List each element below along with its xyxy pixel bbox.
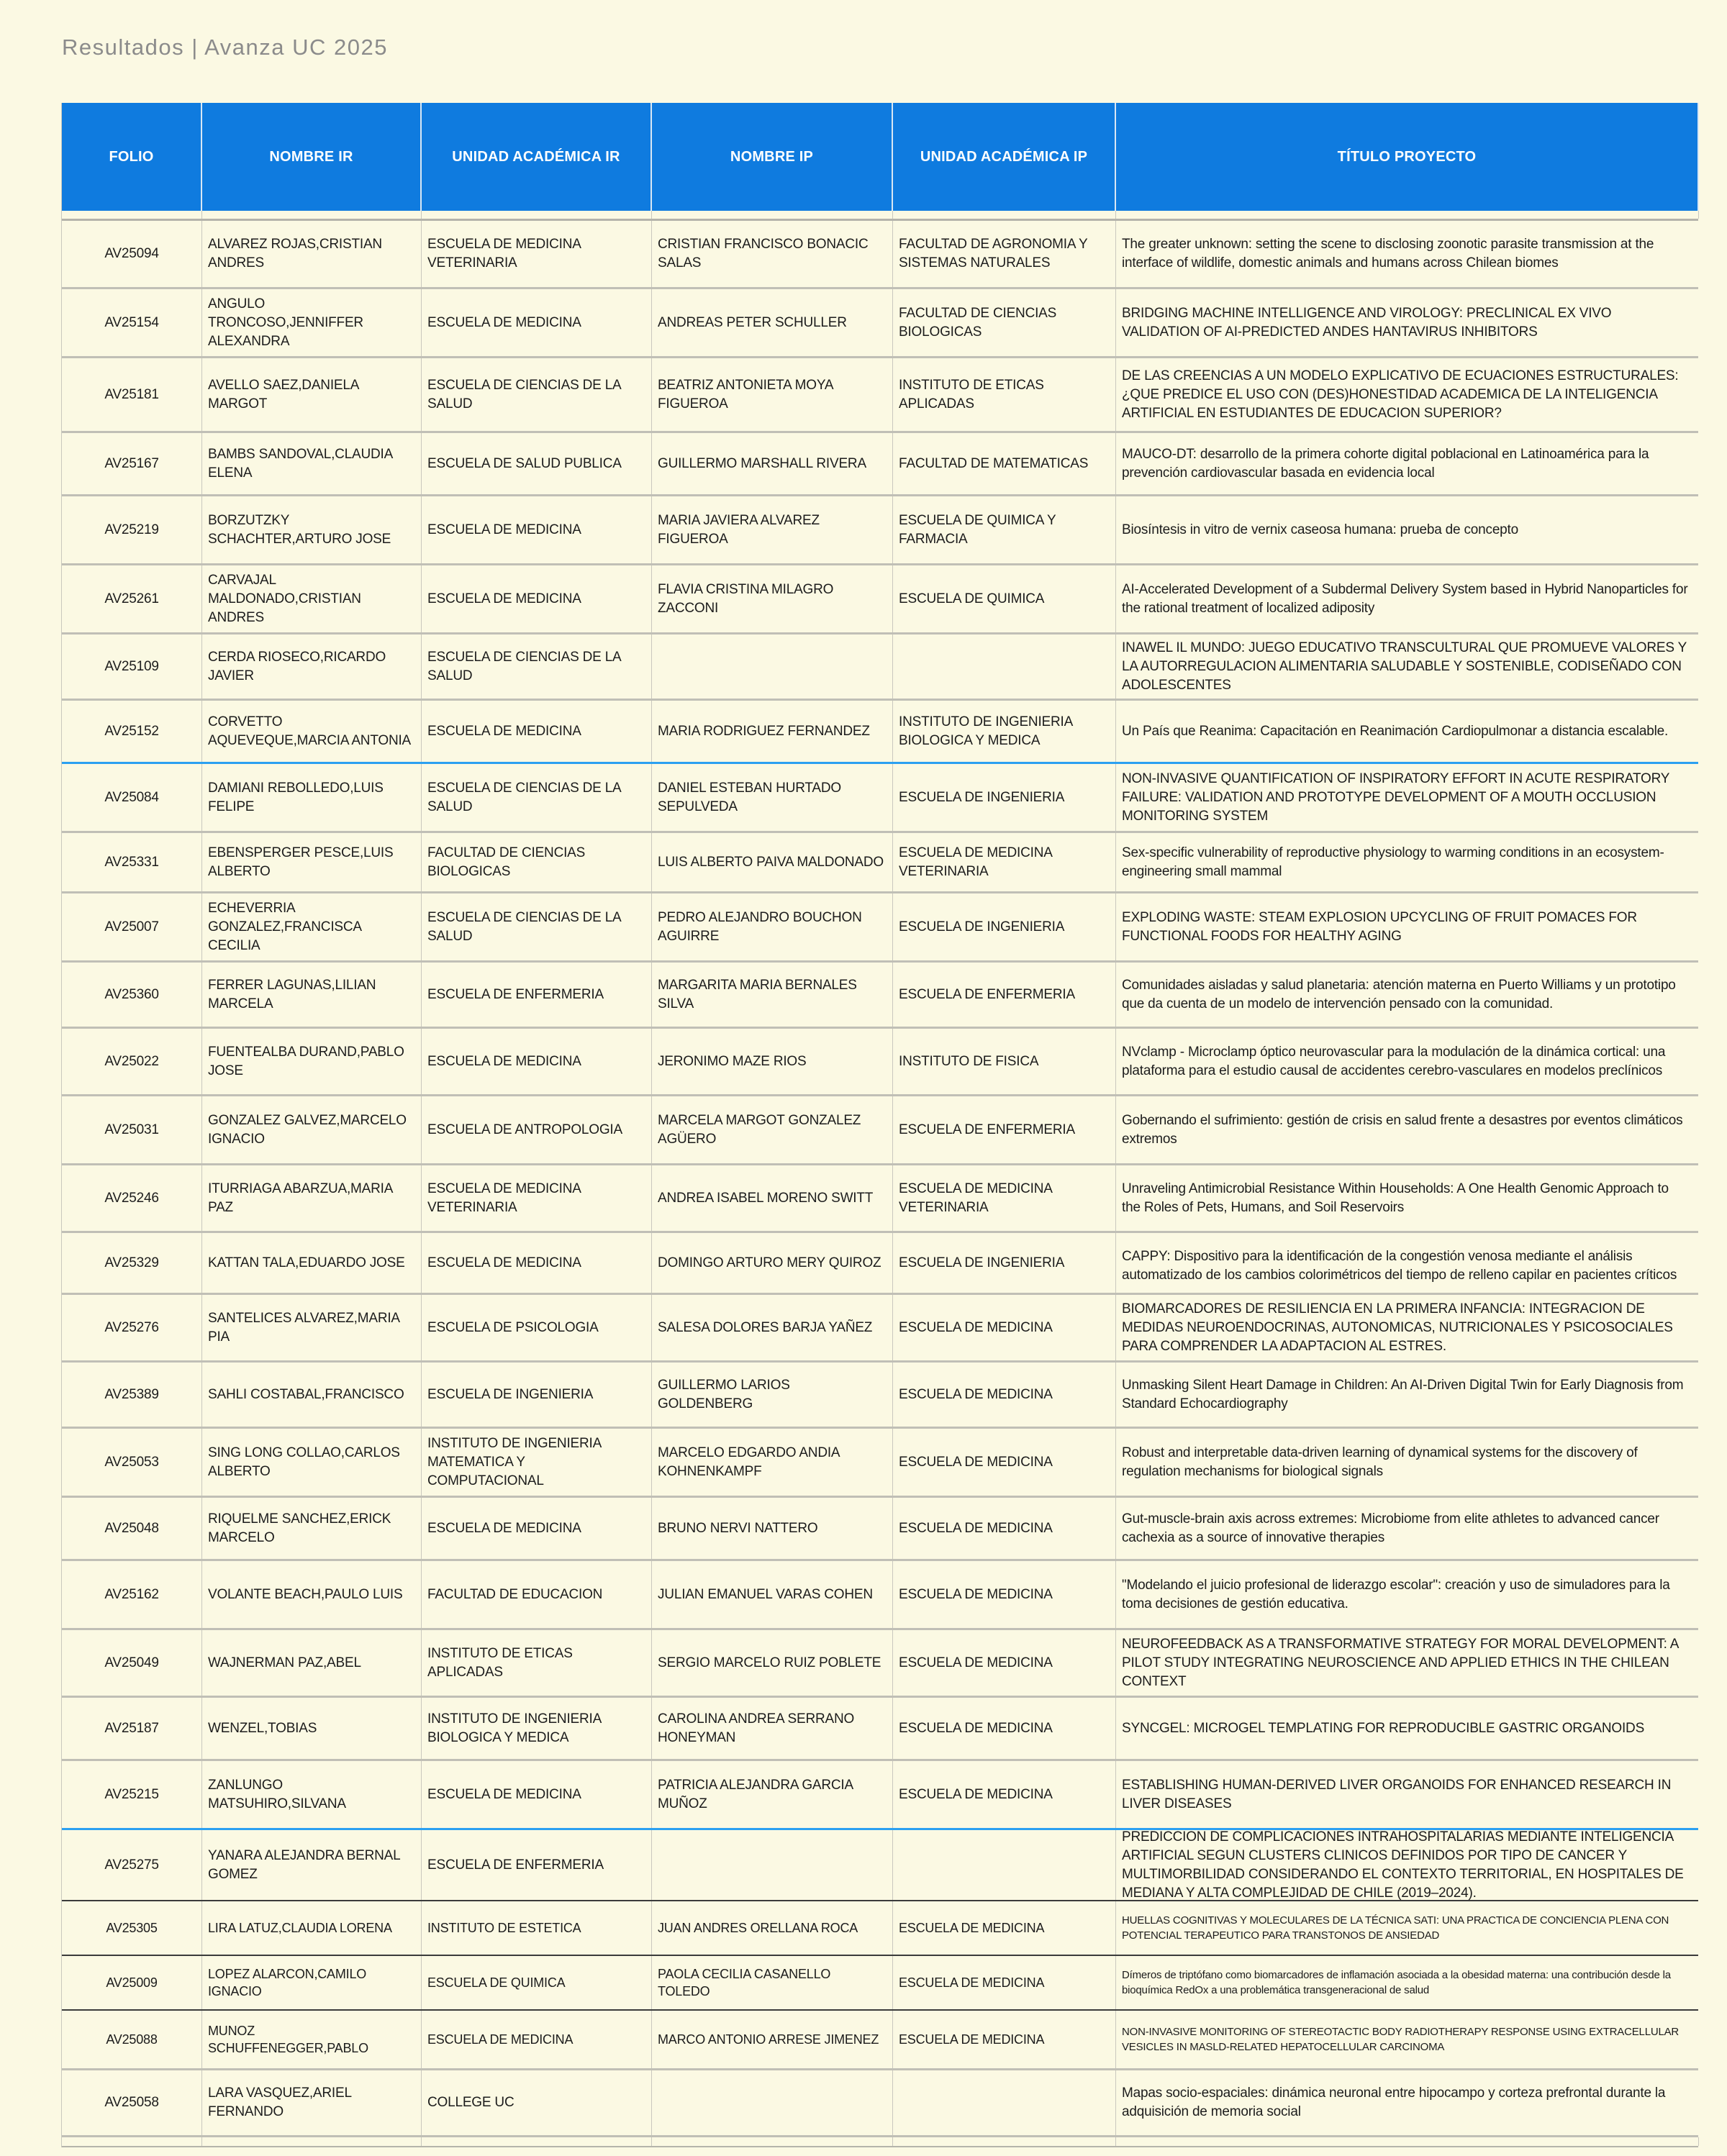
table-row (62, 1628, 1698, 1696)
cell-folio: AV25031 (62, 1096, 202, 1163)
cell-unidad-ip: ESCUELA DE MEDICINA (893, 1363, 1116, 1427)
cell-unidad-ip: ESCUELA DE INGENIERIA (893, 1233, 1116, 1293)
cell-unidad-ip: INSTITUTO DE FISICA (893, 1029, 1116, 1094)
cell-unidad-ip: ESCUELA DE MEDICINA (893, 1630, 1116, 1696)
table-row (62, 2068, 1698, 2137)
cell-titulo: Sex-specific vulnerability of reproductive physiology to warming conditions in an ecosystem-engineering small mammal (1116, 833, 1698, 891)
header-cell-unidad-ip: UNIDAD ACADÉMICA IP (893, 103, 1116, 211)
cell-nombre-ip: MARCELA MARGOT GONZALEZ AGÜERO (652, 1096, 893, 1163)
cell-folio: AV25329 (62, 1233, 202, 1293)
cell-nombre-ir: EBENSPERGER PESCE,LUIS ALBERTO (202, 833, 422, 891)
cell-titulo: Gut-muscle-brain axis across extremes: Microbiome from elite athletes to advanced cancer cachexia as a source of innovative therapies (1116, 1498, 1698, 1559)
cell-nombre-ir: GONZALEZ GALVEZ,MARCELO IGNACIO (202, 1096, 422, 1163)
cell-nombre-ip: CRISTIAN FRANCISCO BONACIC SALAS (652, 221, 893, 287)
cell-unidad-ir: INSTITUTO DE ESTETICA (422, 1901, 652, 1955)
table-row (62, 1955, 1698, 2009)
cell-unidad-ir: ESCUELA DE ENFERMERIA (422, 1830, 652, 1900)
table-header (62, 103, 1698, 211)
header-cell-unidad-ir: UNIDAD ACADÉMICA IR (422, 103, 652, 211)
cell-unidad-ir: ESCUELA DE MEDICINA (422, 1029, 652, 1094)
results-table (61, 103, 1698, 2147)
bottom-partial-row (62, 2137, 1698, 2147)
cell-nombre-ip: MARIA JAVIERA ALVAREZ FIGUEROA (652, 496, 893, 563)
cell-nombre-ir: CERDA RIOSECO,RICARDO JAVIER (202, 634, 422, 699)
cell-titulo: MAUCO-DT: desarrollo de la primera cohorte digital poblacional en Latinoamérica para la prevención cardiovascular basada en evidencia local (1116, 433, 1698, 494)
cell-unidad-ir: ESCUELA DE MEDICINA VETERINARIA (422, 221, 652, 287)
cell-titulo: NON-INVASIVE QUANTIFICATION OF INSPIRATORY EFFORT IN ACUTE RESPIRATORY FAILURE: VALIDATION AND PROTOTYPE DEVELOPMENT OF A MOUTH OCCLUSION MONITORING SYSTEM (1116, 764, 1698, 831)
cell-folio: AV25360 (62, 963, 202, 1027)
cell-unidad-ir: FACULTAD DE EDUCACION (422, 1561, 652, 1628)
cell-titulo: AI-Accelerated Development of a Subdermal Delivery System based in Hybrid Nanoparticles for the rational treatment of localized adiposity (1116, 565, 1698, 632)
table-row (62, 1163, 1698, 1231)
cell-titulo: Biosíntesis in vitro de vernix caseosa humana: prueba de concepto (1116, 496, 1698, 563)
cell-nombre-ip (652, 634, 893, 699)
cell-unidad-ir: ESCUELA DE CIENCIAS DE LA SALUD (422, 893, 652, 960)
cell-titulo: EXPLODING WASTE: STEAM EXPLOSION UPCYCLING OF FRUIT POMACES FOR FUNCTIONAL FOODS FOR HEALTHY AGING (1116, 893, 1698, 960)
cell-nombre-ip: MARGARITA MARIA BERNALES SILVA (652, 963, 893, 1027)
cell-nombre-ir: ECHEVERRIA GONZALEZ,FRANCISCA CECILIA (202, 893, 422, 960)
table-row (62, 1027, 1698, 1094)
cell-nombre-ir: WENZEL,TOBIAS (202, 1698, 422, 1759)
cell-folio: AV25088 (62, 2011, 202, 2068)
cell-nombre-ir: FERRER LAGUNAS,LILIAN MARCELA (202, 963, 422, 1027)
cell-nombre-ir: DAMIANI REBOLLEDO,LUIS FELIPE (202, 764, 422, 831)
cell-unidad-ir: ESCUELA DE MEDICINA VETERINARIA (422, 1165, 652, 1231)
table-row (62, 1828, 1698, 1900)
table-row (62, 762, 1698, 831)
cell-nombre-ip: BRUNO NERVI NATTERO (652, 1498, 893, 1559)
cell-unidad-ip: ESCUELA DE INGENIERIA (893, 893, 1116, 960)
cell-titulo: Unmasking Silent Heart Damage in Children: An AI-Driven Digital Twin for Early Diagnosis from Standard Echocardiography (1116, 1363, 1698, 1427)
table-row (62, 356, 1698, 431)
cell-nombre-ir: CARVAJAL MALDONADO,CRISTIAN ANDRES (202, 565, 422, 632)
cell-unidad-ip: INSTITUTO DE ETICAS APLICADAS (893, 358, 1116, 431)
table-row (62, 960, 1698, 1027)
cell-unidad-ir: ESCUELA DE CIENCIAS DE LA SALUD (422, 764, 652, 831)
cell-unidad-ip: ESCUELA DE MEDICINA (893, 1429, 1116, 1496)
cell-folio: AV25007 (62, 893, 202, 960)
header-cell-nombre-ip: NOMBRE IP (652, 103, 893, 211)
table-row (62, 431, 1698, 494)
cell-unidad-ir: INSTITUTO DE INGENIERIA MATEMATICA Y COMPUTACIONAL (422, 1429, 652, 1496)
cell-nombre-ip: JUAN ANDRES ORELLANA ROCA (652, 1901, 893, 1955)
table-row (62, 699, 1698, 762)
cell-folio: AV25187 (62, 1698, 202, 1759)
table-row (62, 1360, 1698, 1427)
table-row (62, 2009, 1698, 2068)
table-row (62, 287, 1698, 356)
cell-titulo: CAPPY: Dispositivo para la identificación de la congestión venosa mediante el análisis automatizado de los cambios colorimétricos del tiempo de relleno capilar en pacientes críticos (1116, 1233, 1698, 1293)
cell-titulo: HUELLAS COGNITIVAS Y MOLECULARES DE LA TÉCNICA SATI: UNA PRACTICA DE CONCIENCIA PLENA CON POTENCIAL TERAPEUTICO PARA TRANSTONOS DE ANSIEDAD (1116, 1901, 1698, 1955)
cell-nombre-ip: MARCELO EDGARDO ANDIA KOHNENKAMPF (652, 1429, 893, 1496)
cell-unidad-ir: ESCUELA DE PSICOLOGIA (422, 1295, 652, 1360)
cell-titulo: "Modelando el juicio profesional de liderazgo escolar": creación y uso de simuladores para la toma decisiones de gestión educativa. (1116, 1561, 1698, 1628)
cell-nombre-ir: KATTAN TALA,EDUARDO JOSE (202, 1233, 422, 1293)
cell-unidad-ir: COLLEGE UC (422, 2070, 652, 2135)
cell-nombre-ip: ANDREA ISABEL MORENO SWITT (652, 1165, 893, 1231)
cell-unidad-ir: ESCUELA DE MEDICINA (422, 565, 652, 632)
cell-unidad-ip: ESCUELA DE MEDICINA (893, 1295, 1116, 1360)
table-row (62, 494, 1698, 563)
cell-nombre-ip: DOMINGO ARTURO MERY QUIROZ (652, 1233, 893, 1293)
cell-folio: AV25305 (62, 1901, 202, 1955)
cell-nombre-ip: PEDRO ALEJANDRO BOUCHON AGUIRRE (652, 893, 893, 960)
cell-unidad-ip: ESCUELA DE MEDICINA (893, 1901, 1116, 1955)
cell-nombre-ir: FUENTEALBA DURAND,PABLO JOSE (202, 1029, 422, 1094)
cell-unidad-ir: ESCUELA DE INGENIERIA (422, 1363, 652, 1427)
cell-unidad-ir: ESCUELA DE CIENCIAS DE LA SALUD (422, 634, 652, 699)
table-row (62, 891, 1698, 960)
cell-folio: AV25049 (62, 1630, 202, 1696)
cell-unidad-ip: INSTITUTO DE INGENIERIA BIOLOGICA Y MEDICA (893, 701, 1116, 762)
spacer-row (62, 211, 1698, 221)
table-row (62, 632, 1698, 699)
cell-nombre-ir: VOLANTE BEACH,PAULO LUIS (202, 1561, 422, 1628)
cell-nombre-ip: DANIEL ESTEBAN HURTADO SEPULVEDA (652, 764, 893, 831)
cell-folio: AV25261 (62, 565, 202, 632)
cell-unidad-ir: ESCUELA DE MEDICINA (422, 496, 652, 563)
cell-folio: AV25058 (62, 2070, 202, 2135)
cell-nombre-ir: ANGULO TRONCOSO,JENNIFFER ALEXANDRA (202, 289, 422, 356)
cell-nombre-ip: CAROLINA ANDREA SERRANO HONEYMAN (652, 1698, 893, 1759)
cell-nombre-ip: LUIS ALBERTO PAIVA MALDONADO (652, 833, 893, 891)
cell-titulo: Robust and interpretable data-driven learning of dynamical systems for the discovery of regulation mechanisms for biological signals (1116, 1429, 1698, 1496)
cell-folio: AV25094 (62, 221, 202, 287)
cell-nombre-ir: LOPEZ ALARCON,CAMILO IGNACIO (202, 1956, 422, 2009)
cell-folio: AV25276 (62, 1295, 202, 1360)
cell-unidad-ip: ESCUELA DE MEDICINA (893, 1956, 1116, 2009)
cell-titulo: Comunidades aisladas y salud planetaria: atención materna en Puerto Williams y un prototipo que da cuenta de un modelo de intervención pensado con la comunidad. (1116, 963, 1698, 1027)
cell-folio: AV25167 (62, 433, 202, 494)
cell-unidad-ip (893, 634, 1116, 699)
cell-nombre-ir: ZANLUNGO MATSUHIRO,SILVANA (202, 1761, 422, 1828)
cell-unidad-ir: FACULTAD DE CIENCIAS BIOLOGICAS (422, 833, 652, 891)
cell-unidad-ir: INSTITUTO DE INGENIERIA BIOLOGICA Y MEDICA (422, 1698, 652, 1759)
cell-unidad-ip: ESCUELA DE MEDICINA (893, 1761, 1116, 1828)
cell-unidad-ip (893, 2070, 1116, 2135)
cell-folio: AV25022 (62, 1029, 202, 1094)
cell-unidad-ip: ESCUELA DE INGENIERIA (893, 764, 1116, 831)
cell-unidad-ip: ESCUELA DE ENFERMERIA (893, 963, 1116, 1027)
table-row (62, 1231, 1698, 1293)
table-row (62, 1427, 1698, 1496)
cell-folio: AV25152 (62, 701, 202, 762)
cell-unidad-ip: FACULTAD DE MATEMATICAS (893, 433, 1116, 494)
cell-folio: AV25181 (62, 358, 202, 431)
cell-unidad-ip: FACULTAD DE AGRONOMIA Y SISTEMAS NATURALES (893, 221, 1116, 287)
cell-nombre-ir: LARA VASQUEZ,ARIEL FERNANDO (202, 2070, 422, 2135)
cell-unidad-ip: ESCUELA DE MEDICINA VETERINARIA (893, 1165, 1116, 1231)
cell-titulo: INAWEL IL MUNDO: JUEGO EDUCATIVO TRANSCULTURAL QUE PROMUEVE VALORES Y LA AUTORREGULACION ALIMENTARIA SALUDABLE Y SOSTENIBLE, CODISEÑADO CON ADOLESCENTES (1116, 634, 1698, 699)
cell-nombre-ir: MUNOZ SCHUFFENEGGER,PABLO (202, 2011, 422, 2068)
cell-titulo: SYNCGEL: MICROGEL TEMPLATING FOR REPRODUCIBLE GASTRIC ORGANOIDS (1116, 1698, 1698, 1759)
cell-unidad-ir: ESCUELA DE MEDICINA (422, 289, 652, 356)
cell-unidad-ip: ESCUELA DE QUIMICA Y FARMACIA (893, 496, 1116, 563)
cell-nombre-ir: BORZUTZKY SCHACHTER,ARTURO JOSE (202, 496, 422, 563)
cell-titulo: ESTABLISHING HUMAN-DERIVED LIVER ORGANOIDS FOR ENHANCED RESEARCH IN LIVER DISEASES (1116, 1761, 1698, 1828)
cell-titulo: Unraveling Antimicrobial Resistance Within Households: A One Health Genomic Approach to the Roles of Pets, Humans, and Soil Reservoirs (1116, 1165, 1698, 1231)
cell-nombre-ir: SING LONG COLLAO,CARLOS ALBERTO (202, 1429, 422, 1496)
table-row (62, 1696, 1698, 1759)
cell-folio: AV25109 (62, 634, 202, 699)
cell-nombre-ir: WAJNERMAN PAZ,ABEL (202, 1630, 422, 1696)
cell-unidad-ir: ESCUELA DE ANTROPOLOGIA (422, 1096, 652, 1163)
cell-nombre-ip: MARIA RODRIGUEZ FERNANDEZ (652, 701, 893, 762)
cell-unidad-ip: ESCUELA DE MEDICINA (893, 1698, 1116, 1759)
cell-nombre-ip (652, 1830, 893, 1900)
cell-unidad-ip: ESCUELA DE QUIMICA (893, 565, 1116, 632)
cell-titulo: NON-INVASIVE MONITORING OF STEREOTACTIC BODY RADIOTHERAPY RESPONSE USING EXTRACELLULAR VESICLES IN MASLD-RELATED HEPATOCELLULAR CARCINOMA (1116, 2011, 1698, 2068)
cell-titulo: BIOMARCADORES DE RESILIENCIA EN LA PRIMERA INFANCIA: INTEGRACION DE MEDIDAS NEUROENDOCRINAS, AUTONOMICAS, NUTRICIONALES Y PSICOSOCIALES PARA COMPRENDER LA ADAPTACION AL ESTRES. (1116, 1295, 1698, 1360)
cell-titulo: NEUROFEEDBACK AS A TRANSFORMATIVE STRATEGY FOR MORAL DEVELOPMENT: A PILOT STUDY INTEGRATING NEUROSCIENCE AND APPLIED ETHICS IN THE CHILEAN CONTEXT (1116, 1630, 1698, 1696)
table-row (62, 1759, 1698, 1828)
header-cell-folio: FOLIO (62, 103, 202, 211)
table-row (62, 221, 1698, 287)
cell-unidad-ip: ESCUELA DE MEDICINA (893, 1561, 1116, 1628)
cell-folio: AV25154 (62, 289, 202, 356)
cell-nombre-ip: FLAVIA CRISTINA MILAGRO ZACCONI (652, 565, 893, 632)
cell-unidad-ir: ESCUELA DE MEDICINA (422, 1233, 652, 1293)
table-row (62, 563, 1698, 632)
cell-unidad-ir: ESCUELA DE ENFERMERIA (422, 963, 652, 1027)
cell-nombre-ir: AVELLO SAEZ,DANIELA MARGOT (202, 358, 422, 431)
cell-nombre-ir: RIQUELME SANCHEZ,ERICK MARCELO (202, 1498, 422, 1559)
cell-unidad-ir: ESCUELA DE MEDICINA (422, 1761, 652, 1828)
cell-unidad-ip: ESCUELA DE MEDICINA VETERINARIA (893, 833, 1116, 891)
cell-unidad-ir: ESCUELA DE MEDICINA (422, 2011, 652, 2068)
cell-titulo: The greater unknown: setting the scene to disclosing zoonotic parasite transmission at the interface of wildlife, domestic animals and humans across Chilean biomes (1116, 221, 1698, 287)
cell-folio: AV25048 (62, 1498, 202, 1559)
table-body (62, 221, 1698, 2137)
cell-titulo: BRIDGING MACHINE INTELLIGENCE AND VIROLOGY: PRECLINICAL EX VIVO VALIDATION OF AI-PREDICTED ANDES HANTAVIRUS INHIBITORS (1116, 289, 1698, 356)
cell-nombre-ir: SANTELICES ALVAREZ,MARIA PIA (202, 1295, 422, 1360)
cell-unidad-ir: ESCUELA DE QUIMICA (422, 1956, 652, 2009)
table-row (62, 1094, 1698, 1163)
cell-nombre-ip: SALESA DOLORES BARJA YAÑEZ (652, 1295, 893, 1360)
cell-nombre-ip: MARCO ANTONIO ARRESE JIMENEZ (652, 2011, 893, 2068)
cell-folio: AV25219 (62, 496, 202, 563)
cell-nombre-ip: GUILLERMO LARIOS GOLDENBERG (652, 1363, 893, 1427)
cell-titulo: Gobernando el sufrimiento: gestión de crisis en salud frente a desastres por eventos climáticos extremos (1116, 1096, 1698, 1163)
cell-unidad-ip: ESCUELA DE MEDICINA (893, 1498, 1116, 1559)
cell-nombre-ir: BAMBS SANDOVAL,CLAUDIA ELENA (202, 433, 422, 494)
cell-nombre-ip: PAOLA CECILIA CASANELLO TOLEDO (652, 1956, 893, 2009)
table-row (62, 1559, 1698, 1628)
cell-nombre-ip: BEATRIZ ANTONIETA MOYA FIGUEROA (652, 358, 893, 431)
cell-nombre-ip: JERONIMO MAZE RIOS (652, 1029, 893, 1094)
cell-nombre-ip: ANDREAS PETER SCHULLER (652, 289, 893, 356)
cell-titulo: Dímeros de triptófano como biomarcadores de inflamación asociada a la obesidad materna: una contribución desde la bioquímica RedOx a una problemática transgeneracional de salud (1116, 1956, 1698, 2009)
table-row (62, 1293, 1698, 1360)
cell-titulo: DE LAS CREENCIAS A UN MODELO EXPLICATIVO DE ECUACIONES ESTRUCTURALES: ¿QUE PREDICE EL USO CON (DES)HONESTIDAD ACADEMICA DE LA INTELIGENCIA ARTIFICIAL EN ESTUDIANTES DE EDUCACION SUPERIOR? (1116, 358, 1698, 431)
cell-unidad-ip: FACULTAD DE CIENCIAS BIOLOGICAS (893, 289, 1116, 356)
cell-nombre-ir: LIRA LATUZ,CLAUDIA LORENA (202, 1901, 422, 1955)
cell-unidad-ir: ESCUELA DE MEDICINA (422, 1498, 652, 1559)
cell-nombre-ir: ALVAREZ ROJAS,CRISTIAN ANDRES (202, 221, 422, 287)
cell-folio: AV25053 (62, 1429, 202, 1496)
cell-unidad-ir: INSTITUTO DE ETICAS APLICADAS (422, 1630, 652, 1696)
cell-folio: AV25084 (62, 764, 202, 831)
cell-titulo: Mapas socio-espaciales: dinámica neuronal entre hipocampo y corteza prefrontal durante la adquisición de memoria social (1116, 2070, 1698, 2135)
header-cell-titulo: TÍTULO PROYECTO (1116, 103, 1699, 211)
cell-unidad-ir: ESCUELA DE SALUD PUBLICA (422, 433, 652, 494)
cell-nombre-ip: PATRICIA ALEJANDRA GARCIA MUÑOZ (652, 1761, 893, 1828)
page-title: Resultados | Avanza UC 2025 (62, 35, 388, 60)
cell-unidad-ir: ESCUELA DE MEDICINA (422, 701, 652, 762)
cell-titulo: Un País que Reanima: Capacitación en Reanimación Cardiopulmonar a distancia escalable. (1116, 701, 1698, 762)
cell-folio: AV25389 (62, 1363, 202, 1427)
cell-nombre-ir: YANARA ALEJANDRA BERNAL GOMEZ (202, 1830, 422, 1900)
cell-titulo: NVclamp - Microclamp óptico neurovascular para la modulación de la dinámica cortical: una plataforma para el estudio causal de accidentes cerebro-vasculares en modelos preclínicos (1116, 1029, 1698, 1094)
cell-nombre-ip: GUILLERMO MARSHALL RIVERA (652, 433, 893, 494)
cell-nombre-ir: SAHLI COSTABAL,FRANCISCO (202, 1363, 422, 1427)
cell-folio: AV25275 (62, 1830, 202, 1900)
cell-unidad-ip (893, 1830, 1116, 1900)
table-row (62, 1496, 1698, 1559)
cell-unidad-ip: ESCUELA DE ENFERMERIA (893, 1096, 1116, 1163)
table-row (62, 1900, 1698, 1955)
cell-folio: AV25331 (62, 833, 202, 891)
cell-unidad-ip: ESCUELA DE MEDICINA (893, 2011, 1116, 2068)
cell-folio: AV25215 (62, 1761, 202, 1828)
cell-folio: AV25162 (62, 1561, 202, 1628)
header-cell-nombre-ir: NOMBRE IR (202, 103, 422, 211)
cell-nombre-ip: JULIAN EMANUEL VARAS COHEN (652, 1561, 893, 1628)
cell-unidad-ir: ESCUELA DE CIENCIAS DE LA SALUD (422, 358, 652, 431)
cell-nombre-ip: SERGIO MARCELO RUIZ POBLETE (652, 1630, 893, 1696)
cell-nombre-ir: ITURRIAGA ABARZUA,MARIA PAZ (202, 1165, 422, 1231)
table-row (62, 831, 1698, 891)
cell-folio: AV25009 (62, 1956, 202, 2009)
cell-titulo: PREDICCION DE COMPLICACIONES INTRAHOSPITALARIAS MEDIANTE INTELIGENCIA ARTIFICIAL SEGUN CLUSTERS CLINICOS DEFINIDOS POR TIPO DE CANCER Y MULTIMORBILIDAD CONSIDERANDO EL CONTEXTO TERRITORIAL, EN HOSPITALES DE MEDIANA Y ALTA COMPLEJIDAD DE CHILE (2019–2024). (1116, 1830, 1698, 1900)
cell-nombre-ir: CORVETTO AQUEVEQUE,MARCIA ANTONIA (202, 701, 422, 762)
cell-folio: AV25246 (62, 1165, 202, 1231)
cell-nombre-ip (652, 2070, 893, 2135)
